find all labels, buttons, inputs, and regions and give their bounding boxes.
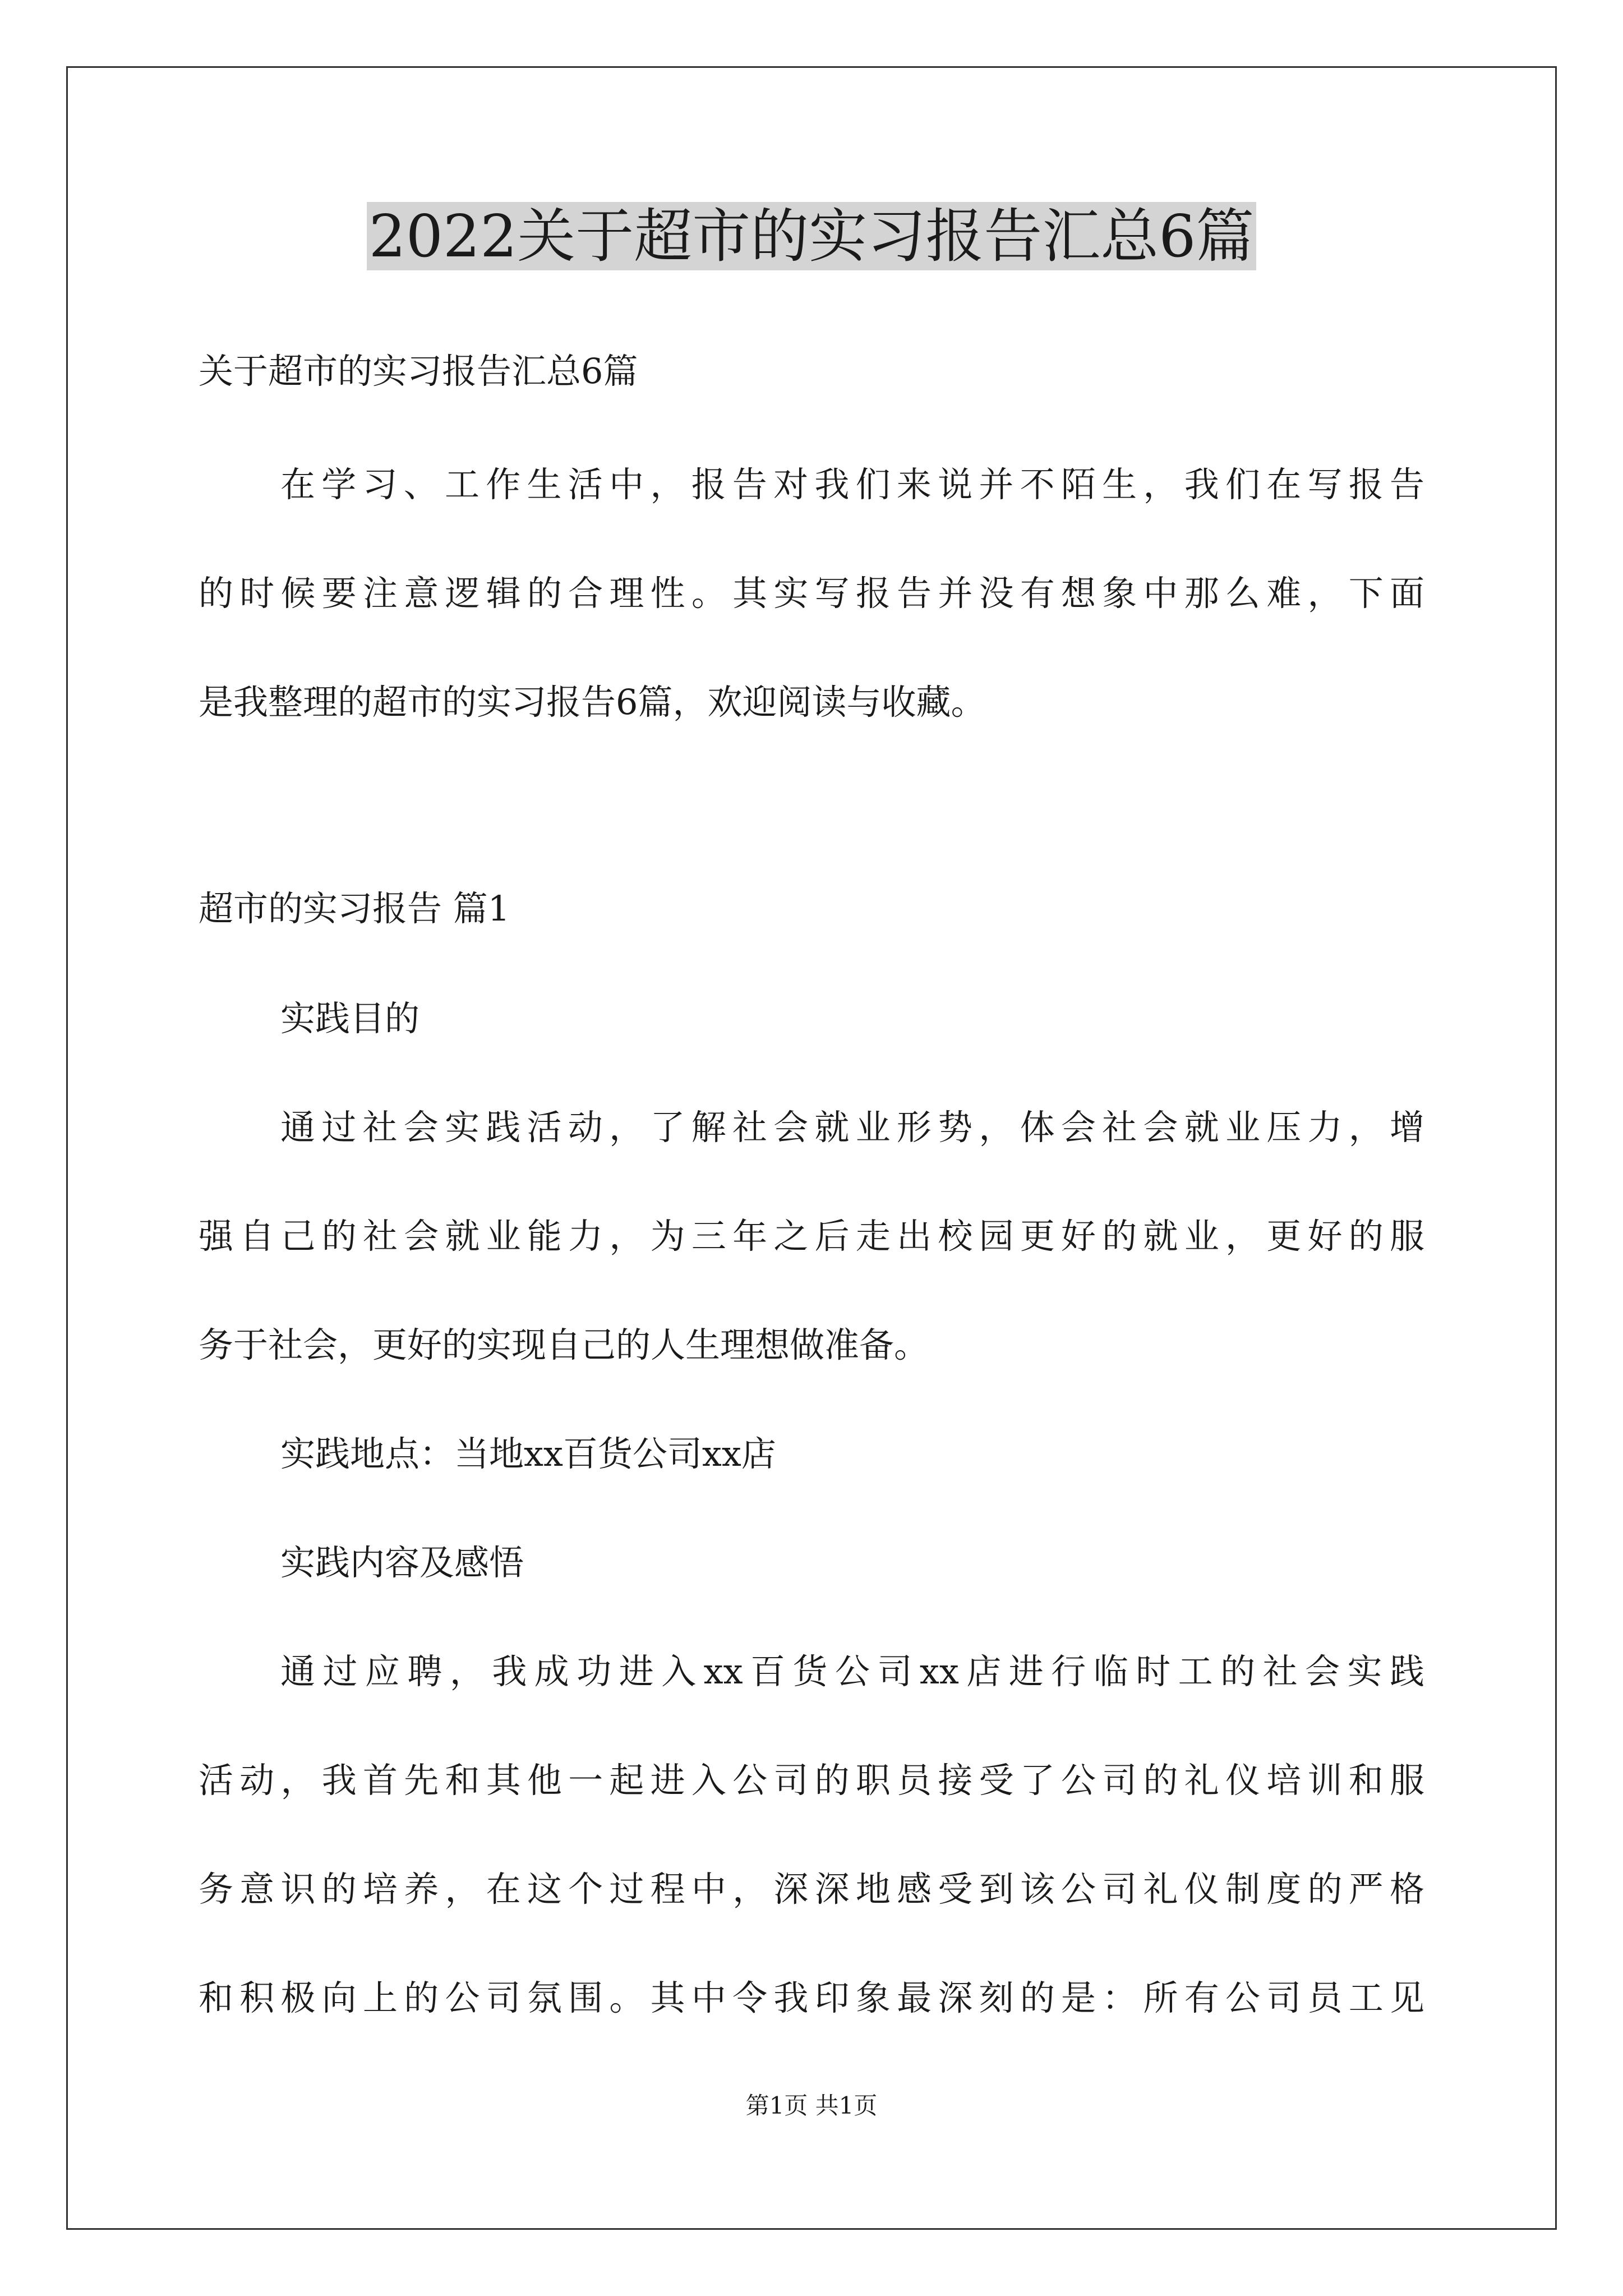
content-line-2: 活动，我首先和其他一起进入公司的职员接受了公司的礼仪培训和服 bbox=[199, 1760, 1424, 1801]
purpose-heading: 实践目的 bbox=[280, 998, 420, 1039]
location-line: 实践地点：当地xx百货公司xx店 bbox=[280, 1433, 776, 1474]
document-subtitle: 关于超市的实习报告汇总6篇 bbox=[199, 351, 638, 392]
section-heading: 超市的实习报告 篇1 bbox=[199, 888, 510, 929]
purpose-line-3: 务于社会，更好的实现自己的人生理想做准备。 bbox=[199, 1324, 929, 1365]
page-footer: 第1页 共1页 bbox=[745, 2092, 878, 2119]
purpose-line-2: 强自己的社会就业能力，为三年之后走出校园更好的就业，更好的服 bbox=[199, 1216, 1424, 1257]
content-line-3: 务意识的培养，在这个过程中，深深地感受到该公司礼仪制度的严格 bbox=[199, 1869, 1424, 1910]
content-line-1: 通过应聘，我成功进入xx百货公司xx店进行临时工的社会实践 bbox=[280, 1651, 1424, 1692]
document-title bbox=[199, 200, 1424, 273]
intro-line-1: 在学习、工作生活中，报告对我们来说并不陌生，我们在写报告 bbox=[280, 464, 1424, 505]
intro-line-3: 是我整理的超市的实习报告6篇，欢迎阅读与收藏。 bbox=[199, 682, 986, 723]
purpose-line-1: 通过社会实践活动，了解社会就业形势，体会社会就业压力，增 bbox=[280, 1107, 1424, 1148]
document-title-text: 2022关于超市的实习报告汇总6篇 bbox=[367, 202, 1257, 270]
content-line-4: 和积极向上的公司氛围。其中令我印象最深刻的是：所有公司员工见 bbox=[199, 1977, 1424, 2018]
content-heading: 实践内容及感悟 bbox=[280, 1542, 524, 1583]
intro-line-2: 的时候要注意逻辑的合理性。其实写报告并没有想象中那么难，下面 bbox=[199, 573, 1424, 614]
